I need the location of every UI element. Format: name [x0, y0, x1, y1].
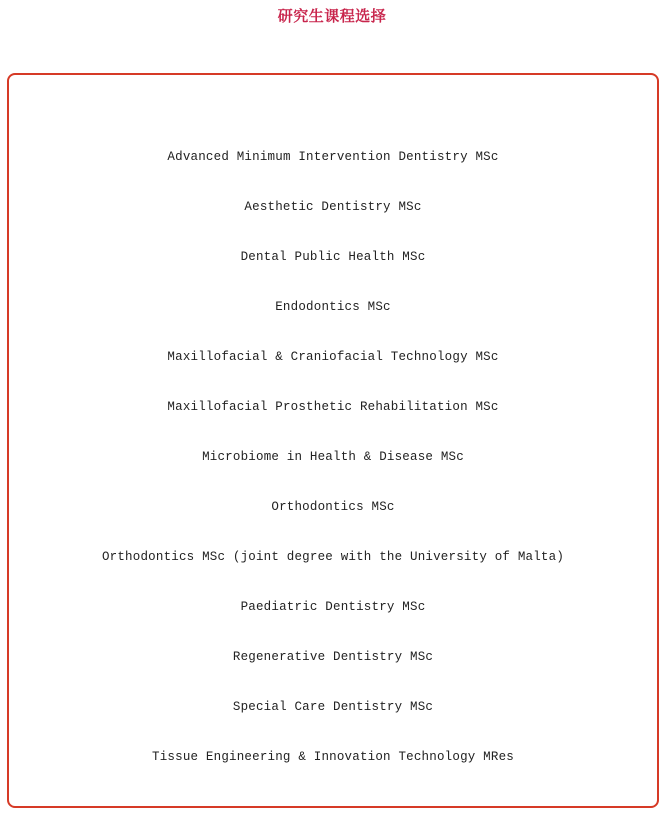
course-item-endodontics[interactable]: Endodontics MSc	[275, 300, 391, 314]
course-item-paediatric-dentistry[interactable]: Paediatric Dentistry MSc	[240, 600, 426, 614]
course-item-tissue-engineering-innovation[interactable]: Tissue Engineering & Innovation Technology MRes	[152, 750, 514, 764]
course-item-dental-public-health[interactable]: Dental Public Health MSc	[240, 250, 426, 264]
course-list	[9, 148, 657, 798]
course-item-regenerative-dentistry[interactable]: Regenerative Dentistry MSc	[232, 650, 434, 664]
page-title: 研究生课程选择	[277, 7, 387, 25]
course-item-orthodontics-malta[interactable]: Orthodontics MSc (joint degree with the University of Malta)	[101, 550, 565, 564]
course-item-special-care-dentistry[interactable]: Special Care Dentistry MSc	[232, 700, 434, 714]
course-item-orthodontics[interactable]: Orthodontics MSc	[271, 500, 395, 514]
course-list-box	[7, 73, 659, 808]
course-item-maxillofacial-prosthetic-rehabilitation[interactable]: Maxillofacial Prosthetic Rehabilitation MSc	[167, 400, 499, 414]
course-item-aesthetic-dentistry[interactable]: Aesthetic Dentistry MSc	[244, 200, 422, 214]
course-item-advanced-minimum-intervention-dentistry[interactable]: Advanced Minimum Intervention Dentistry MSc	[167, 150, 499, 164]
course-item-microbiome-health-disease[interactable]: Microbiome in Health & Disease MSc	[202, 450, 464, 464]
course-item-maxillofacial-craniofacial-technology[interactable]: Maxillofacial & Craniofacial Technology MSc	[167, 350, 499, 364]
